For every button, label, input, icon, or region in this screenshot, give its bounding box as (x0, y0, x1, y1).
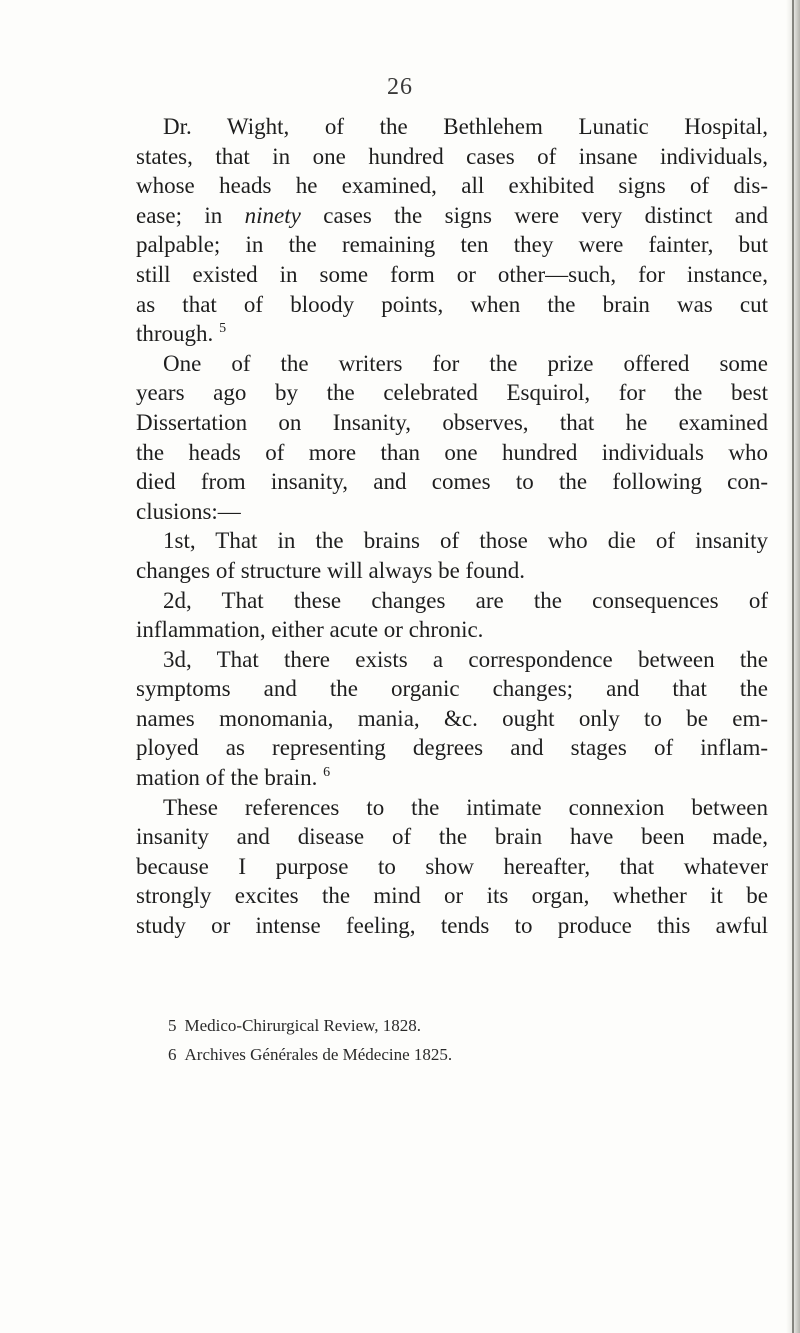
text-line: still existed in some form or other—such, for instance, (136, 261, 768, 287)
text-line: changes of structure will always be found. (136, 557, 525, 583)
text-line: strongly excites the mind or its organ, whether it be (136, 883, 768, 909)
text-line: as that of bloody points, when the brain was cut (136, 291, 768, 317)
emphasis-word: ninety (244, 202, 301, 228)
footnote-text: Medico-Chirurgical Review, 1828. (184, 1016, 422, 1035)
text-line-last (136, 763, 768, 793)
paragraph-1 (136, 112, 768, 349)
text-line: ployed as representing degrees and stages of inflam- (136, 735, 768, 761)
text-line: study or intense feeling, tends to produce this awful (136, 913, 768, 939)
text-line: died from insanity, and comes to the following con- (136, 469, 768, 495)
paragraph-5 (136, 645, 768, 793)
text-line: Dissertation on Insanity, observes, that he examined (136, 409, 768, 435)
text-line: names monomania, mania, &c. ought only to be em- (136, 705, 768, 731)
text-line: 3d, That there exists a correspondence between the (163, 646, 768, 672)
footnote-6 (168, 1040, 728, 1069)
page-number: 26 (387, 74, 413, 100)
text-line-with-italic: ease; in ninety cases the signs were very distinct and (136, 202, 769, 228)
paragraph-2 (136, 349, 768, 527)
text-line: 2d, That these changes are the consequences of (163, 587, 768, 613)
text-line: through. (136, 321, 214, 347)
footnotes (168, 1011, 728, 1069)
text-line-last (136, 319, 768, 349)
page-edge-line (792, 0, 794, 1333)
paragraph-3 (136, 526, 768, 585)
text-line: palpable; in the remaining ten they were fainter, but (136, 232, 768, 258)
text-line: mation of the brain. (136, 765, 318, 791)
footnote-number: 5 (168, 1016, 177, 1035)
text-line: Dr. Wight, of the Bethlehem Lunatic Hospital, (163, 114, 768, 139)
text-line: whose heads he examined, all exhibited signs of dis- (136, 173, 768, 199)
body-text (136, 112, 768, 941)
footnote-number: 6 (168, 1045, 177, 1064)
footnote-ref[interactable]: 5 (219, 321, 227, 337)
paragraph-6 (136, 793, 768, 941)
text-line: insanity and disease of the brain have been made, (136, 824, 768, 850)
footnote-text: Archives Générales de Médecine 1825. (184, 1045, 453, 1064)
text-line: years ago by the celebrated Esquirol, for the best (136, 380, 768, 406)
text-line: These references to the intimate connexion between (163, 794, 768, 820)
paragraph-4 (136, 586, 768, 645)
text-line: 1st, That in the brains of those who die of insanity (163, 528, 768, 554)
text-line: One of the writers for the prize offered some (163, 350, 768, 376)
text-line: the heads of more than one hundred individuals who (136, 439, 768, 465)
text-line: because I purpose to show hereafter, that whatever (136, 853, 768, 879)
footnote-ref[interactable]: 6 (323, 765, 331, 781)
text-line: inflammation, either acute or chronic. (136, 617, 484, 643)
text-line: clusions:— (136, 498, 241, 524)
text-line: symptoms and the organic changes; and that the (136, 676, 768, 702)
footnote-5 (168, 1011, 728, 1040)
text-line: states, that in one hundred cases of insane individuals, (136, 143, 768, 169)
